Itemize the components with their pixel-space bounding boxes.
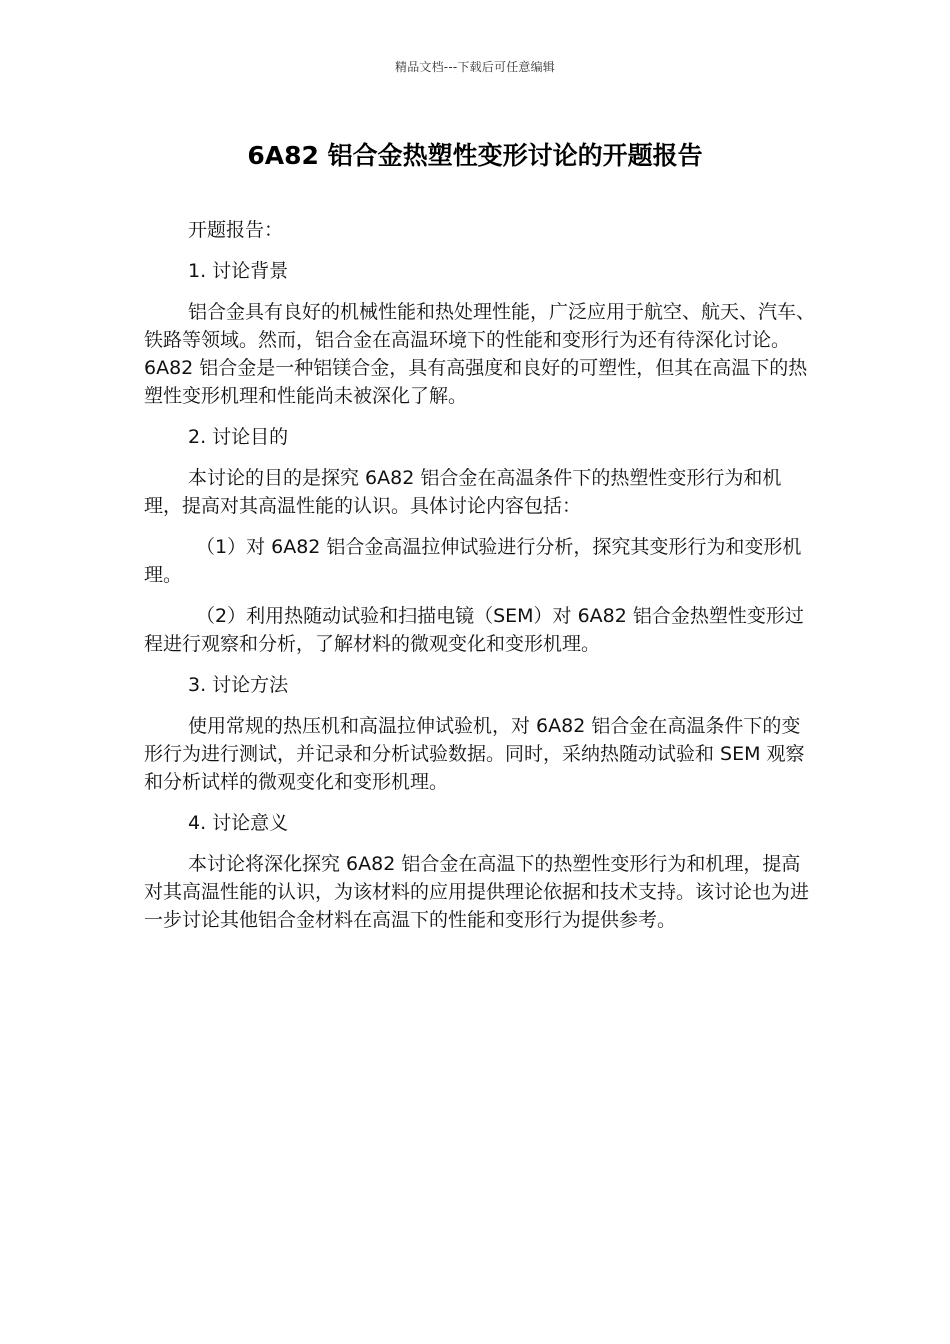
document-body	[144, 216, 816, 947]
section-heading-method: 3. 讨论方法	[188, 674, 289, 696]
section-heading-background: 1. 讨论背景	[188, 260, 289, 282]
document-title: 6A82 铝合金热塑性变形讨论的开题报告	[247, 141, 703, 170]
report-label: 开题报告：	[188, 219, 284, 241]
list-item-1: （1）对 6A82 铝合金高温拉伸试验进行分析，探究其变形行为和变形机理。	[144, 536, 802, 586]
paragraph-background: 铝合金具有良好的机械性能和热处理性能，广泛应用于航空、航天、汽车、铁路等领域。然而，铝合金在高温环境下的性能和变形行为还有待深化讨论。6A82 铝合金是一种铝镁合金，具有高强度和良好的可塑性，但其在高温下的热塑性变形机理和性能尚未被深化了解。	[144, 301, 816, 407]
header-note: 精品文档---下载后可任意编辑	[395, 60, 555, 74]
section-heading-purpose: 2. 讨论目的	[188, 426, 289, 448]
paragraph-method: 使用常规的热压机和高温拉伸试验机，对 6A82 铝合金在高温条件下的变形行为进行测试，并记录和分析试验数据。同时，采纳热随动试验和 SEM 观察和分析试样的微观变化和变形机理。	[144, 715, 805, 793]
paragraph-purpose: 本讨论的目的是探究 6A82 铝合金在高温条件下的热塑性变形行为和机理，提高对其高温性能的认识。具体讨论内容包括：	[144, 467, 782, 517]
list-item-2: （2）利用热随动试验和扫描电镜（SEM）对 6A82 铝合金热塑性变形过程进行观察和分析，了解材料的微观变化和变形机理。	[144, 605, 804, 655]
section-heading-significance: 4. 讨论意义	[188, 812, 289, 834]
paragraph-significance: 本讨论将深化探究 6A82 铝合金在高温下的热塑性变形行为和机理，提高对其高温性能的认识，为该材料的应用提供理论依据和技术支持。该讨论也为进一步讨论其他铝合金材料在高温下的性能和变形行为提供参考。	[144, 853, 810, 931]
